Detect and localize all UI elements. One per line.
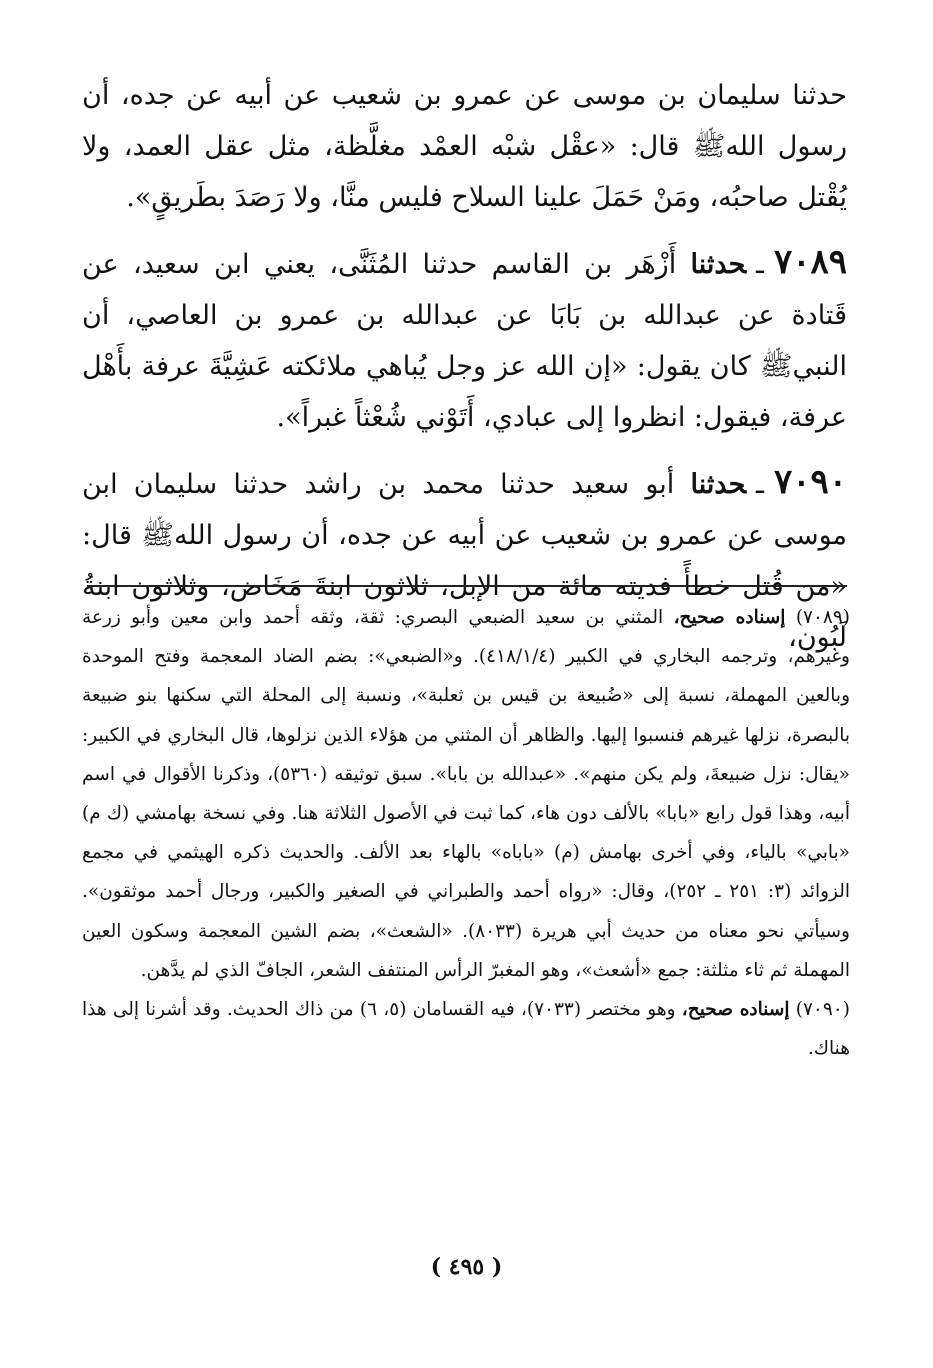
hadith-continuation bbox=[82, 70, 847, 223]
hadith-dash: ـ bbox=[756, 249, 764, 280]
paragraph-gap bbox=[82, 223, 847, 237]
hadith-keyword: حدثنا bbox=[690, 469, 747, 500]
footnotes bbox=[82, 598, 850, 1068]
footnote-ref: (٧٠٩٠) bbox=[795, 999, 850, 1021]
main-text bbox=[82, 70, 847, 663]
hadith-number: ٧٠٨٩ bbox=[773, 242, 847, 282]
footnote-keyword: إسناده صحيح، bbox=[681, 999, 790, 1021]
footnote-7090 bbox=[82, 990, 850, 1068]
footnote-7089 bbox=[82, 598, 850, 990]
hadith-text: أبو سعيد حدثنا محمد بن راشد حدثنا سليمان ابن موسى عن عمرو بن شعيب عن أبيه عن جده، أن رسول اللهﷺ قال: «من قُتل خطأً فديته مائة من الإبل، ثلاثون ابنةَ مَخَاض، وثلاثون ابنةُ لَبُون، bbox=[82, 469, 847, 653]
footnote-text: المثني بن سعيد الضبعي البصري: ثقة، وثقه أحمد وابن معين وأبو زرعة وغيرهم، وترجمه البخاري في الكبير (٤١٨/١/٤). و«الضبعي»: بضم الضاد المعجمة وفتح الموحدة وبالعين المهملة، نسبة إلى «ضُبيعة بن قيس بن ثعلبة»، ونسبة إلى المحلة التي سكنها بنو ضبيعة بالبصرة، نزلها غيرهم فنسبوا إليها. والظاهر أن المثني من هؤلاء الذين نزلوها، قال البخاري في الكبير: «يقال: نزل ضبيعةَ، ولم يكن منهم». «عبدالله بن بابا». سبق توثيقه (٥٣٦٠)، وذكرنا الأقوال في اسم أبيه، وهذا قول رابع «بابا» بالألف دون هاء، كما ثبت في الأصول الثلاثة هنا. وفي نسخة بهامشي (ك م) «بابي» بالياء، وفي أخرى بهامش (م) «باباه» بالهاء بعد الألف. والحديث ذكره الهيثمي في مجمع الزوائد (٣: ٢٥١ ـ ٢٥٢)، وقال: «رواه أحمد والطبراني في الصغير والكبير، ورجال أحمد موثقون». وسيأتي نحو معناه من حديث أبي هريرة (٨٠٣٣). «الشعث»، بضم الشين المعجمة وسكون العين المهملة ثم ثاء مثلثة: جمع «أشعث»، وهو المغبرّ الرأس المنتفف الشعر، الجافّ الذي لم يدَّهن. bbox=[82, 607, 851, 981]
footnote-keyword: إسناده صحيح، bbox=[673, 607, 786, 628]
hadith-keyword: حدثنا bbox=[690, 249, 747, 280]
footnote-divider bbox=[87, 585, 847, 587]
hadith-dash: ـ bbox=[756, 469, 764, 500]
hadith-number: ٧٠٩٠ bbox=[773, 462, 847, 502]
footnote-text: وهو مختصر (٧٠٣٣)، فيه القسامان (٥، ٦) من ذاك الحديث. وقد أشرنا إلى هذا هناك. bbox=[82, 999, 850, 1060]
hadith-text: أَزْهَر بن القاسم حدثنا المُثَنَّى، يعني ابن سعيد، عن قَتادة عن عبدالله بن بَابَا عن عبدالله بن عمرو بن العاصي، أن النبيﷺ كان يقول: «إن الله عز وجل يُباهي ملائكته عَشِيَّةَ عرفة بأَهْل عرفة، فيقول: انظروا إلى عبادي، أَتَوْني شُعْثاً غبراً». bbox=[82, 249, 847, 433]
page-number: ( ٤٩٥ ) bbox=[430, 1254, 503, 1280]
hadith-7089 bbox=[82, 237, 847, 443]
paragraph-gap bbox=[82, 443, 847, 457]
hadith-intro-text: حدثنا سليمان بن موسى عن عمرو بن شعيب عن أبيه عن جده، أن رسول اللهﷺ قال: «عقْل شبْه العمْد مغلَّظة، مثل عقل العمد، ولا يُقْتل صاحبُه، ومَنْ حَمَلَ علينا السلاح فليس منَّا، ولا رَصَدَ بطَريقٍ». bbox=[82, 80, 847, 213]
footnote-ref: (٧٠٨٩) bbox=[795, 607, 850, 628]
